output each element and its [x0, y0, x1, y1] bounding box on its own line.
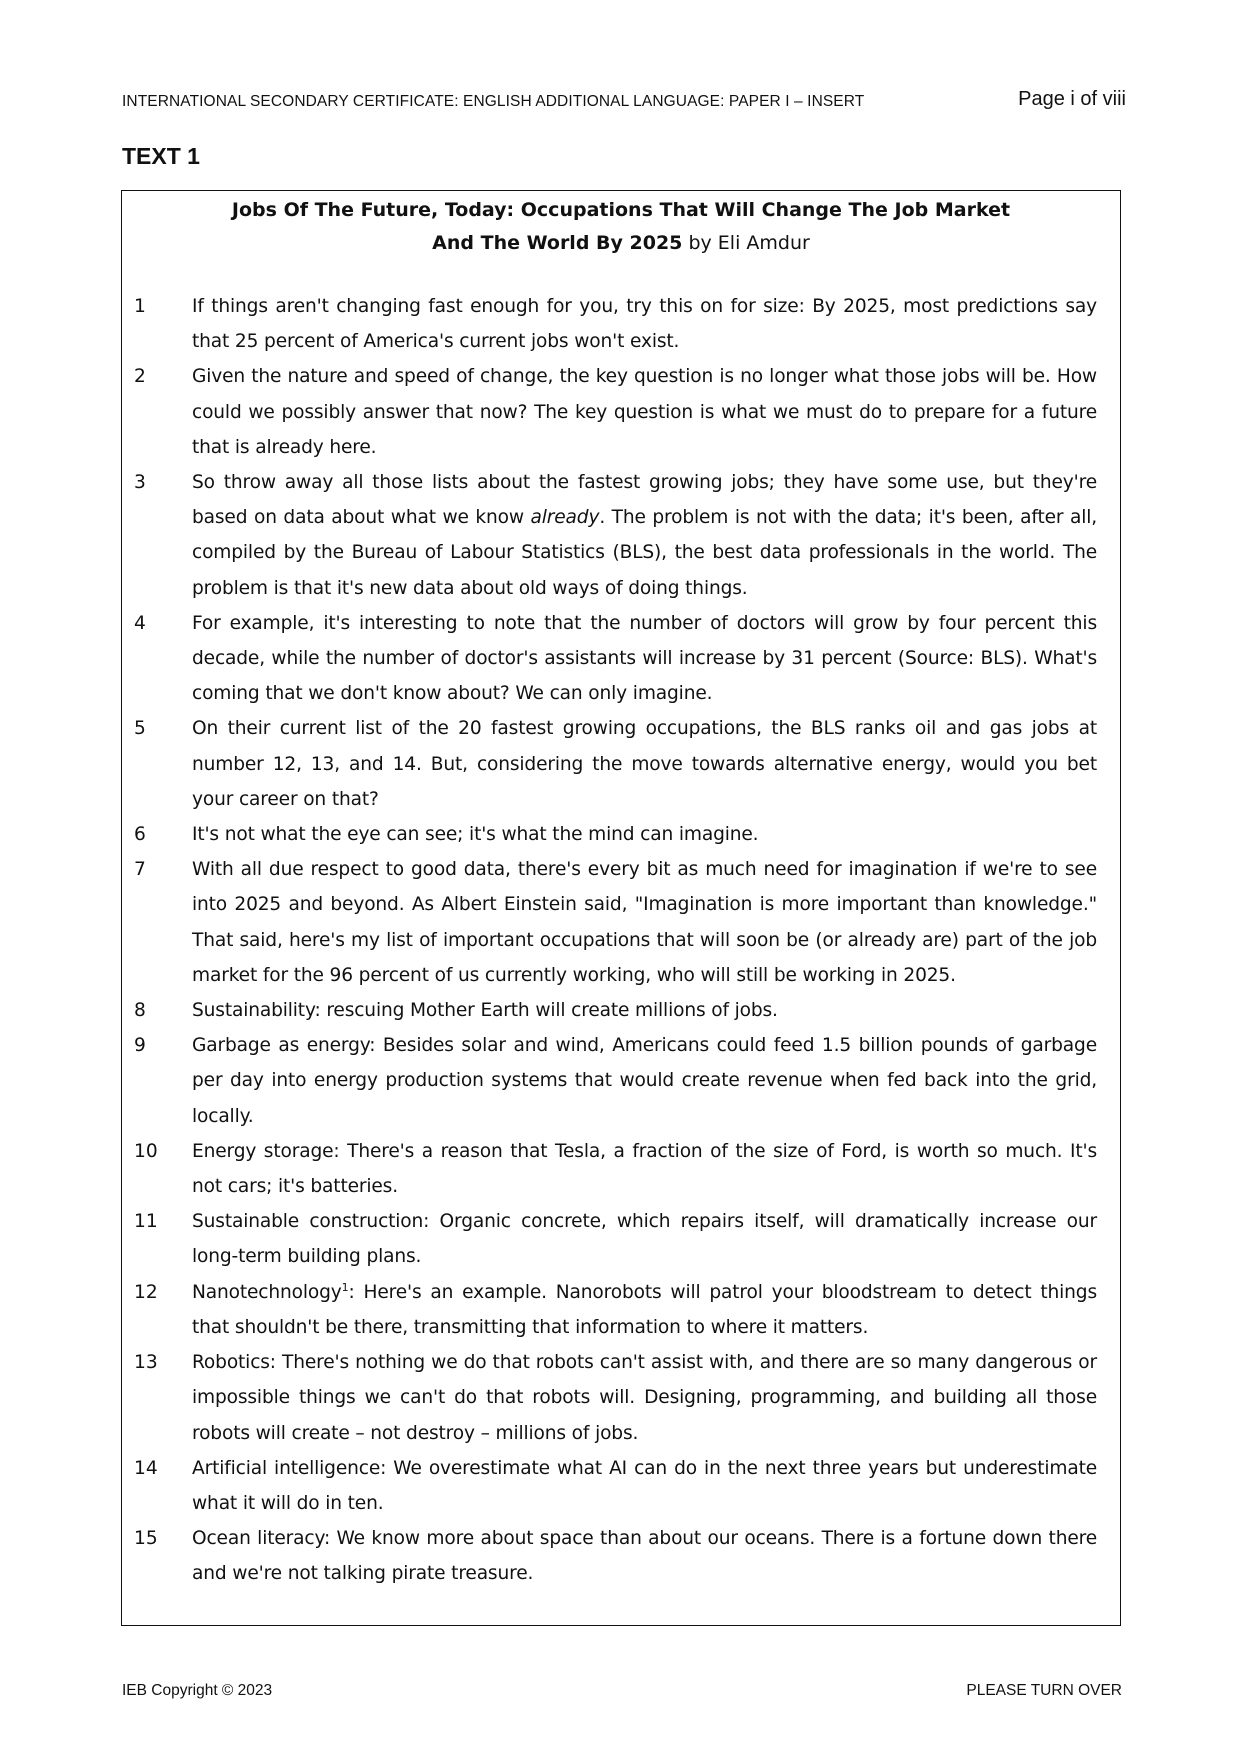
paragraph: [122, 993, 1122, 1028]
paragraph-text: Garbage as energy: Besides solar and wind, Americans could feed 1.5 billion pounds of garbage per day into energy production systems that would create revenue when fed back into the grid, locally.: [192, 1035, 1097, 1127]
paragraph: [122, 1134, 1122, 1204]
article-title: [122, 194, 1120, 260]
paragraph-text: If things aren't changing fast enough for you, try this on for size: By 2025, most predictions say that 25 percent of America's current jobs won't exist.: [192, 296, 1097, 353]
paragraph-text-part: Nanotechnology: [192, 1281, 342, 1303]
paragraph-text: Given the nature and speed of change, the key question is no longer what those jobs will be. How could we possibly answer that now? The key question is what we must do to prepare for a future that is already here.: [192, 366, 1097, 458]
paragraph-text: With all due respect to good data, there's every bit as much need for imagination if we're to see into 2025 and beyond. As Albert Einstein said, "Imagination is more important than knowledge." That said, here's my list of important occupations that will soon be (or already are) part of the job market for the 96 percent of us currently working, who will still be working in 2025.: [192, 859, 1097, 986]
paragraph-number: 2: [134, 366, 146, 388]
paragraph-number: 5: [134, 718, 146, 740]
paragraph-number: 7: [134, 859, 146, 881]
copyright-notice: IEB Copyright © 2023: [122, 1682, 273, 1699]
paragraph-text: Robotics: There's nothing we do that robots can't assist with, and there are so many dangerous or impossible things we can't do that robots will. Designing, programming, and building all those robots will create – not destroy – millions of jobs.: [192, 1352, 1097, 1444]
paragraph: [122, 1521, 1122, 1591]
paragraph: [122, 289, 1122, 359]
paragraph-number: 13: [134, 1352, 158, 1374]
paragraph-text: [192, 465, 1097, 606]
paragraph-text: For example, it's interesting to note that the number of doctors will grow by four percent this decade, while the number of doctor's assistants will increase by 31 percent (Source: BLS). What's coming that we don't know about? We can only imagine.: [192, 612, 1097, 705]
paragraph-text: [192, 1275, 1097, 1345]
paragraph-text: It's not what the eye can see; it's what the mind can imagine.: [192, 824, 759, 846]
paragraph: [122, 606, 1122, 712]
paragraph: [122, 1204, 1122, 1274]
paragraph: [122, 817, 1122, 852]
paragraph: [122, 465, 1122, 606]
paragraph-text: Ocean literacy: We know more about space than about our oceans. There is a fortune down there and we're not talking pirate treasure.: [192, 1528, 1097, 1585]
paragraph-number: 9: [134, 1035, 146, 1057]
paragraph-text-part: : Here's an example. Nanorobots will patrol your bloodstream to detect things that shouldn't be there, transmitting that information to where it matters.: [192, 1281, 1097, 1338]
paragraph: [122, 1345, 1122, 1451]
paragraph-number: 8: [134, 1000, 146, 1022]
paragraph-number: 11: [134, 1211, 158, 1233]
paragraph: [122, 1028, 1122, 1134]
turn-over-notice: PLEASE TURN OVER: [966, 1682, 1122, 1699]
article-title-line2: [122, 227, 1120, 260]
section-heading: TEXT 1: [122, 143, 200, 169]
page-number: Page i of viii: [1018, 88, 1126, 110]
footnote-marker: 1: [341, 1280, 349, 1294]
paragraph-text-part: So throw away all those lists about the fastest growing jobs; they have some use, but they're based on data about what we know: [192, 472, 1097, 529]
article-author: by Eli Amdur: [682, 232, 810, 254]
paragraph-text: Artificial intelligence: We overestimate what AI can do in the next three years but underestimate what it will do in ten.: [192, 1457, 1097, 1514]
paragraph: [122, 359, 1122, 465]
article-title-line2-bold: And The World By 2025: [432, 232, 683, 254]
paragraph-list: [122, 289, 1122, 1592]
paragraph-number: 3: [134, 472, 146, 494]
paragraph-text: Sustainability: rescuing Mother Earth will create millions of jobs.: [192, 1000, 778, 1022]
paragraph-text-part: . The problem is not with the data; it's been, after all, compiled by the Bureau of Labour Statistics (BLS), the best data professionals in the world. The problem is that it's new data about old ways of doing things.: [192, 507, 1098, 599]
paragraph: [122, 711, 1122, 817]
paragraph-number: 12: [134, 1281, 158, 1303]
paragraph-number: 6: [134, 824, 146, 846]
article-title-line1: Jobs Of The Future, Today: Occupations That Will Change The Job Market: [231, 199, 1011, 221]
paragraph-text: Sustainable construction: Organic concrete, which repairs itself, will dramatically increase our long-term building plans.: [192, 1211, 1097, 1268]
paragraph: [122, 852, 1122, 993]
paragraph-text-emphasis: already: [530, 507, 600, 529]
paragraph-text: Energy storage: There's a reason that Tesla, a fraction of the size of Ford, is worth so much. It's not cars; it's batteries.: [192, 1140, 1097, 1198]
paragraph-number: 10: [134, 1140, 158, 1162]
article-box: [121, 190, 1121, 1626]
paragraph-number: 4: [134, 612, 146, 634]
paragraph-text: On their current list of the 20 fastest growing occupations, the BLS ranks oil and gas jobs at number 12, 13, and 14. But, considering the move towards alternative energy, would you bet your career on that?: [192, 718, 1097, 810]
paragraph: [122, 1275, 1122, 1345]
paragraph-number: 1: [134, 296, 146, 317]
paragraph: [122, 1451, 1122, 1521]
paragraph-number: 15: [134, 1528, 158, 1550]
header-title: INTERNATIONAL SECONDARY CERTIFICATE: ENGLISH ADDITIONAL LANGUAGE: PAPER I – INSERT: [122, 93, 865, 110]
paragraph-number: 14: [134, 1457, 158, 1479]
